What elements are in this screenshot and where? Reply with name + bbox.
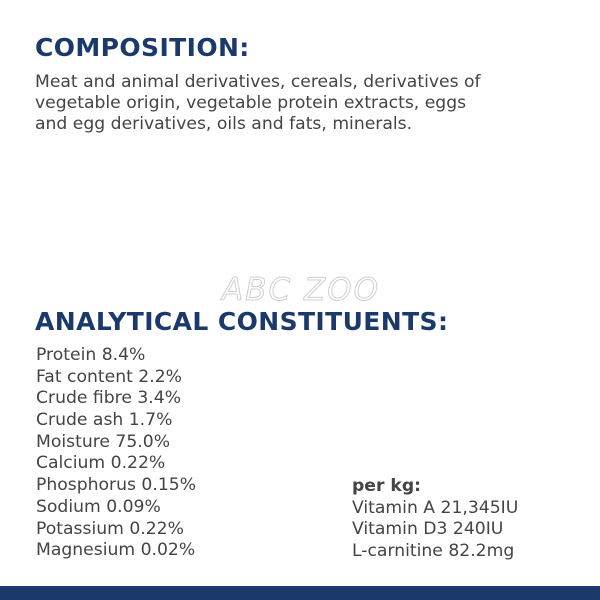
per-kg-vitamin-d3: Vitamin D3 240IU [352,519,504,540]
footer-bar [0,586,600,600]
constituent-potassium: Potassium 0.22% [36,518,184,539]
per-kg-l-carnitine: L-carnitine 82.2mg [352,541,515,562]
constituent-sodium: Sodium 0.09% [36,496,161,517]
composition-line: vegetable origin, vegetable protein extracts, eggs [35,93,467,113]
constituent-fat: Fat content 2.2% [36,366,182,387]
composition-text [35,72,580,135]
constituent-protein: Protein 8.4% [36,345,146,365]
analytical-constituents-list [36,345,196,562]
per-kg-vitamin-a: Vitamin A 21,345IU [352,497,519,518]
constituent-calcium: Calcium 0.22% [36,453,166,474]
watermark-logo: ABC ZOO [222,272,381,308]
per-kg-title: per kg: [352,476,422,496]
constituent-magnesium: Magnesium 0.02% [36,540,196,561]
constituent-phosphorus: Phosphorus 0.15% [36,475,197,496]
constituent-ash: Crude ash 1.7% [36,410,173,431]
constituent-fibre: Crude fibre 3.4% [36,388,182,409]
analytical-constituents-heading: ANALYTICAL CONSTITUENTS: [35,307,449,336]
per-kg-list [352,498,518,563]
composition-heading: COMPOSITION: [35,33,250,62]
composition-line: Meat and animal derivatives, cereals, derivatives of [35,72,481,92]
constituent-moisture: Moisture 75.0% [36,431,171,452]
composition-line: and egg derivatives, oils and fats, minerals. [35,114,413,134]
per-kg-section [352,476,518,563]
